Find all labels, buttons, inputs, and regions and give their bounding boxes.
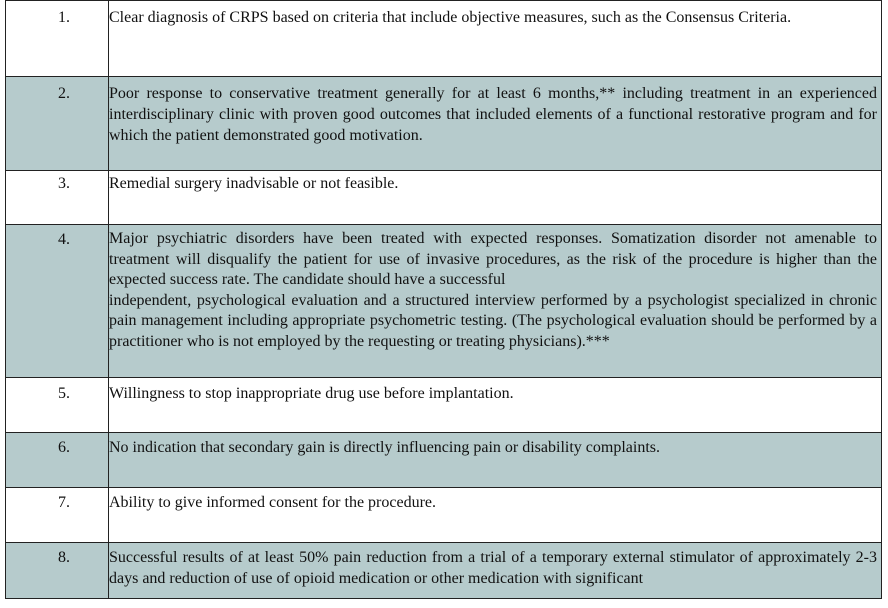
criteria-text-part-b: independent, psychological evaluation and a structured interview performed by a psychologist specialized in chronic pain management including appropriate psychometric testing. (The psychological evaluation should be performed by a practitioner who is not employed by the requesting or treating physicians).*** [109, 291, 877, 350]
criteria-text-cell [109, 433, 882, 488]
criteria-number-cell [6, 433, 109, 488]
criteria-text-cell [109, 1, 882, 77]
criteria-number: 2. [58, 85, 70, 102]
criteria-row-1 [6, 1, 882, 77]
criteria-number-cell [6, 1, 109, 77]
criteria-number: 7. [58, 494, 70, 511]
criteria-table [5, 0, 882, 599]
criteria-number: 5. [58, 385, 70, 402]
criteria-row-7 [6, 488, 882, 543]
criteria-number: 1. [58, 9, 70, 26]
criteria-text: No indication that secondary gain is directly influencing pain or disability complaints. [109, 439, 660, 456]
criteria-number-cell [6, 488, 109, 543]
criteria-number: 6. [58, 439, 70, 456]
criteria-text-cell [109, 488, 882, 543]
criteria-text: Successful results of at least 50% pain reduction from a trial of a temporary external stimulator of approximately 2-3 days and reduction of use of opioid medication or other medication with significant [109, 549, 877, 587]
criteria-number-cell [6, 225, 109, 378]
criteria-row-5 [6, 378, 882, 433]
criteria-text: Willingness to stop inappropriate drug use before implantation. [109, 385, 514, 402]
criteria-text-cell [109, 225, 882, 378]
criteria-text: Poor response to conservative treatment generally for at least 6 months,** including treatment in an experienced interdisciplinary clinic with proven good outcomes that included elements of a functional restorative program and for which the patient demonstrated good motivation. [109, 85, 877, 144]
criteria-number-cell [6, 378, 109, 433]
criteria-number: 8. [58, 549, 70, 566]
criteria-number-cell [6, 77, 109, 171]
criteria-text: Remedial surgery inadvisable or not feasible. [109, 175, 399, 192]
criteria-text-part-a: Major psychiatric disorders have been treated with expected responses. Somatization disorder not amenable to treatment will disqualify the patient for use of invasive procedures, as the risk of the procedure is higher than the expected success rate. The candidate should have a successful [109, 230, 877, 288]
criteria-row-6 [6, 433, 882, 488]
criteria-row-2 [6, 77, 882, 171]
criteria-text: Clear diagnosis of CRPS based on criteria that include objective measures, such as the Consensus Criteria. [109, 9, 792, 26]
criteria-text-cell [109, 171, 882, 225]
criteria-row-4 [6, 225, 882, 378]
criteria-number-cell [6, 543, 109, 599]
criteria-text-cell [109, 543, 882, 599]
criteria-number: 3. [58, 175, 70, 192]
criteria-row-8 [6, 543, 882, 599]
criteria-number-cell [6, 171, 109, 225]
criteria-row-3 [6, 171, 882, 225]
criteria-number: 4. [58, 231, 70, 248]
criteria-text-cell [109, 378, 882, 433]
criteria-text: Ability to give informed consent for the procedure. [109, 494, 437, 511]
criteria-text-cell [109, 77, 882, 171]
